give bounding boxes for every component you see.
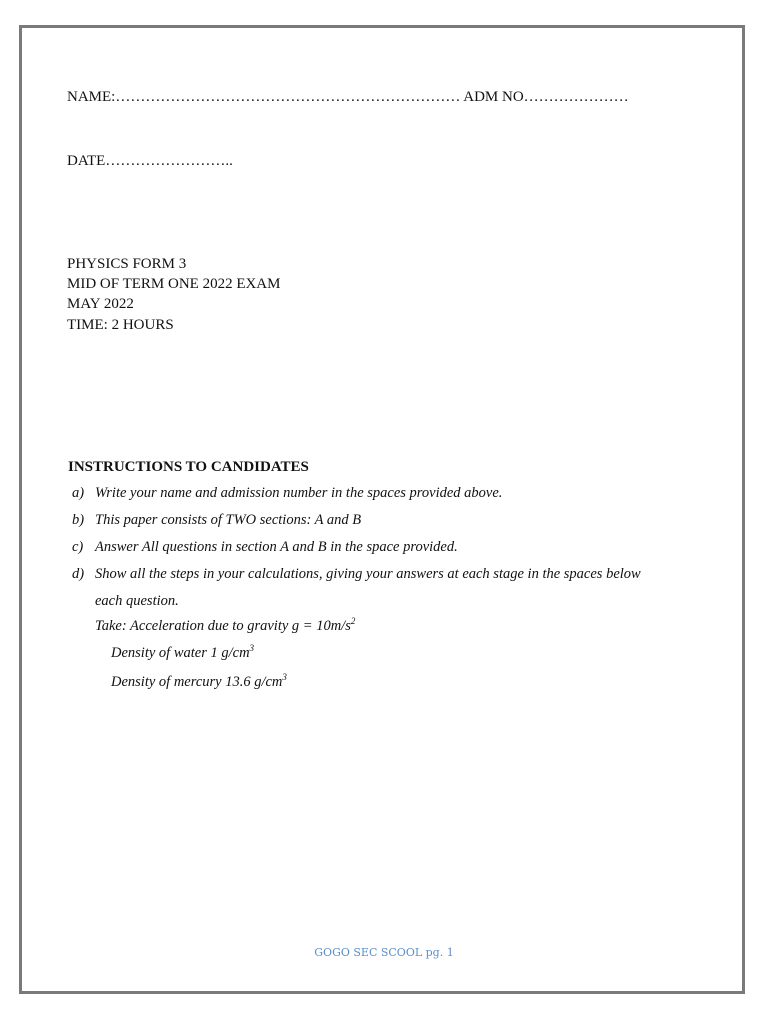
exam-date-line: MAY 2022 bbox=[67, 296, 134, 312]
instruction-item-b: This paper consists of TWO sections: A and B bbox=[95, 512, 362, 528]
item-marker-c: c) bbox=[72, 539, 84, 555]
instruction-item-d: Show all the steps in your calculations, giving your answers at each stage in the spaces below bbox=[95, 566, 641, 582]
item-marker-d: d) bbox=[72, 566, 85, 582]
instruction-item-c: Answer All questions in section A and B in the space provided. bbox=[95, 539, 458, 555]
instruction-item-d-continuation: each question. bbox=[95, 593, 179, 609]
water-density: Density of water 1 $g/cm^3$ bbox=[111, 643, 255, 661]
exam-name-line: MID OF TERM ONE 2022 EXAM bbox=[67, 276, 281, 292]
time-line: TIME: 2 HOURS bbox=[67, 317, 174, 333]
page-footer: GOGO SEC SCOOL pg. 1 bbox=[314, 946, 454, 959]
subject-line: PHYSICS FORM 3 bbox=[67, 256, 187, 272]
name-adm-line: NAME:…………………………………………………………… ADM NO………………… bbox=[67, 89, 629, 105]
instructions-title: INSTRUCTIONS TO CANDIDATES bbox=[68, 459, 309, 475]
item-marker-a: a) bbox=[72, 485, 85, 501]
mercury-density: Density of mercury 13.6 $g/cm^3$ bbox=[111, 672, 287, 690]
gravity-constant: Take: Acceleration due to gravity $g = 10m/s^2$ bbox=[95, 616, 356, 634]
date-line: DATE…………………….. bbox=[67, 153, 233, 169]
instruction-item-a: Write your name and admission number in the spaces provided above. bbox=[95, 485, 503, 501]
exam-page bbox=[19, 25, 745, 994]
item-marker-b: b) bbox=[72, 512, 85, 528]
